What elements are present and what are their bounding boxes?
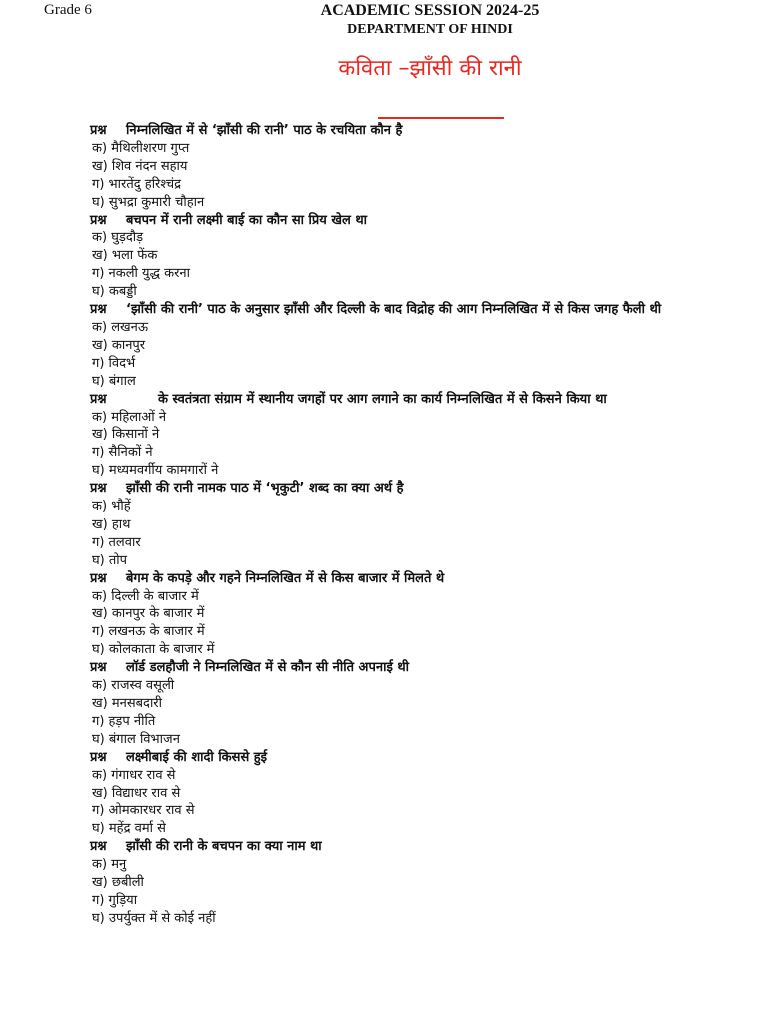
option-3-4: घ) बंगाल bbox=[92, 373, 136, 389]
question-label: प्रश्न bbox=[90, 660, 107, 676]
question-label: प्रश्न bbox=[90, 391, 107, 407]
question-list bbox=[90, 122, 718, 928]
question-label: प्रश्न bbox=[90, 481, 107, 497]
question-2 bbox=[90, 212, 718, 230]
question-3 bbox=[90, 301, 718, 319]
option-4-4: घ) मध्यमवर्गीय कामगारों ने bbox=[92, 463, 219, 479]
option-6-1: क) दिल्ली के बाजार में bbox=[92, 588, 199, 604]
option-2-1: क) घुड़दौड़ bbox=[92, 230, 144, 246]
question-text: लॉर्ड डलहौजी ने निम्नलिखित में से कौन सी नीति अपनाई थी bbox=[126, 660, 410, 676]
question-label: प्रश्न bbox=[90, 212, 107, 228]
question-9 bbox=[90, 838, 718, 856]
option-2-3: ग) नकली युद्ध करना bbox=[92, 266, 190, 282]
question-text: बेगम के कपड़े और गहने निम्नलिखित में से किस बाजार में मिलते थे bbox=[126, 570, 445, 586]
option-6-2: ख) कानपुर के बाजार में bbox=[92, 606, 205, 622]
option-9-3: ग) गुड़िया bbox=[92, 892, 138, 908]
option-8-4: घ) महेंद्र वर्मा से bbox=[92, 821, 166, 837]
option-5-1: क) भौहें bbox=[92, 499, 131, 515]
option-6-3: ग) लखनऊ के बाजार में bbox=[92, 624, 205, 640]
poem-title: कविता –झाँसी की रानी bbox=[338, 56, 522, 81]
question-text: झाँसी की रानी के बचपन का क्या नाम था bbox=[126, 839, 322, 855]
option-5-3: ग) तलवार bbox=[92, 534, 141, 550]
header-block bbox=[320, 1, 540, 39]
question-6 bbox=[90, 570, 718, 588]
option-6-4: घ) कोलकाता के बाजार में bbox=[92, 642, 215, 658]
title-underline bbox=[378, 117, 504, 119]
question-label: प्रश्न bbox=[90, 123, 107, 138]
option-4-3: ग) सैनिकों ने bbox=[92, 445, 153, 461]
question-text: लक्ष्मीबाई की शादी किससे हुई bbox=[126, 749, 268, 765]
option-9-2: ख) छबीली bbox=[92, 875, 144, 891]
question-1 bbox=[90, 122, 718, 140]
option-1-2: ख) शिव नंदन सहाय bbox=[92, 158, 188, 174]
option-1-3: ग) भारतेंदु हरिश्चंद्र bbox=[92, 176, 182, 192]
question-text: झाँसी की रानी नामक पाठ में ‘भृकुटी’ शब्द का क्या अर्थ है bbox=[126, 481, 404, 497]
option-7-1: क) राजस्व वसूली bbox=[92, 678, 175, 694]
department-name: DEPARTMENT OF HINDI bbox=[347, 22, 513, 37]
option-3-2: ख) कानपुर bbox=[92, 337, 146, 353]
option-4-2: ख) किसानों ने bbox=[92, 427, 160, 443]
option-7-3: ग) हड़प नीति bbox=[92, 713, 156, 729]
question-text: ‘झाँसी की रानी’ पाठ के अनुसार झाँसी और दिल्ली के बाद विद्रोह की आग निम्नलिखित में से किस जगह फैली थी bbox=[126, 302, 662, 318]
option-7-2: ख) मनसबदारी bbox=[92, 696, 162, 711]
question-label: प्रश्न bbox=[90, 839, 107, 855]
option-2-4: घ) कबड्डी bbox=[92, 284, 137, 300]
option-7-4: घ) बंगाल विभाजन bbox=[92, 731, 180, 747]
option-8-2: ख) विद्याधर राव से bbox=[92, 785, 181, 801]
option-3-3: ग) विदर्भ bbox=[92, 355, 136, 371]
question-label: प्रश्न bbox=[90, 302, 107, 318]
question-5 bbox=[90, 480, 718, 498]
question-text: के स्वतंत्रता संग्राम में स्थानीय जगहों पर आग लगाने का कार्य निम्नलिखित में से किसने किया था bbox=[158, 391, 607, 407]
option-5-2: ख) हाथ bbox=[92, 516, 131, 532]
option-3-1: क) लखनऊ bbox=[92, 319, 149, 335]
option-1-1: क) मैथिलीशरण गुप्त bbox=[92, 140, 190, 156]
grade-label: Grade 6 bbox=[44, 2, 92, 18]
option-2-2: ख) भला फेंक bbox=[92, 248, 158, 264]
option-5-4: घ) तोप bbox=[92, 552, 128, 568]
option-8-3: ग) ओमकारधर राव से bbox=[92, 803, 195, 819]
question-text: बचपन में रानी लक्ष्मी बाई का कौन सा प्रिय खेल था bbox=[126, 212, 367, 228]
option-8-1: क) गंगाधर राव से bbox=[92, 767, 176, 783]
question-7 bbox=[90, 659, 718, 677]
question-label: प्रश्न bbox=[90, 570, 107, 586]
question-8 bbox=[90, 749, 718, 767]
question-text: निम्नलिखित में से ‘झाँसी की रानी’ पाठ के रचयिता कौन है bbox=[126, 123, 403, 138]
question-4 bbox=[90, 391, 718, 409]
academic-session: ACADEMIC SESSION 2024-25 bbox=[320, 2, 540, 19]
option-9-1: क) मनु bbox=[92, 857, 127, 873]
question-label: प्रश्न bbox=[90, 749, 107, 765]
option-9-4: घ) उपर्युक्त में से कोई नहीं bbox=[92, 910, 216, 926]
option-4-1: क) महिलाओं ने bbox=[92, 409, 167, 425]
option-1-4: घ) सुभद्रा कुमारी चौहान bbox=[92, 194, 205, 210]
